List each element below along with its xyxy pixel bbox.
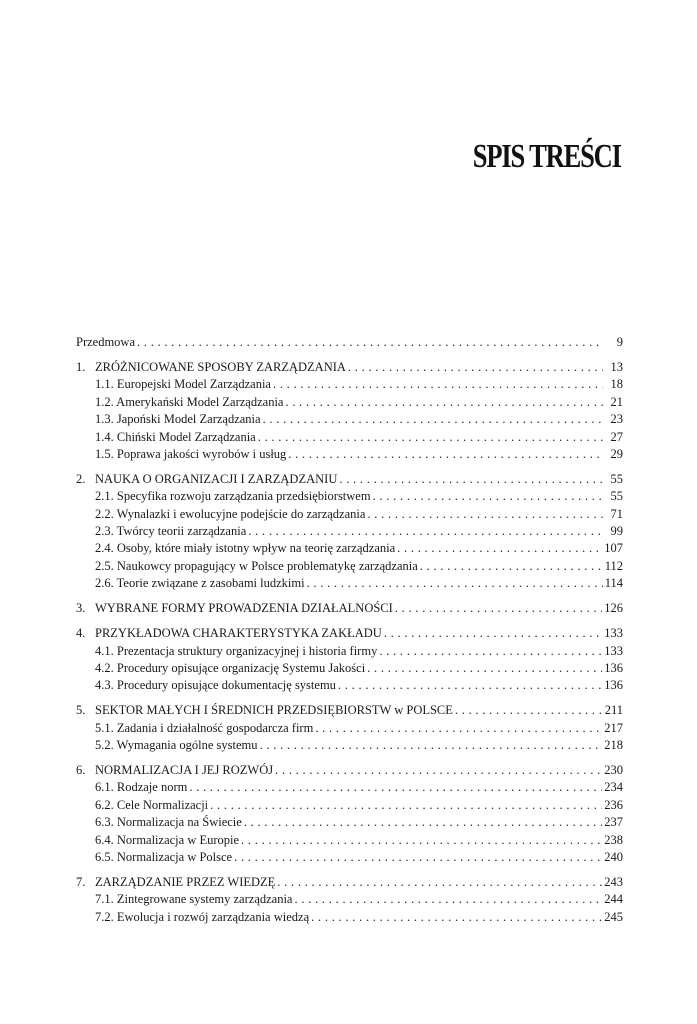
toc-page-number: 238 — [604, 832, 623, 847]
toc-entry-label: 1.5. Poprawa jakości wyrobów i usług — [95, 446, 287, 461]
leader-dots — [285, 394, 603, 411]
toc-page-number: 136 — [604, 660, 623, 675]
toc-chapter-group — [76, 359, 623, 463]
leader-dots — [311, 909, 602, 926]
toc-chapter-group — [76, 600, 623, 617]
toc-entry-section[interactable] — [76, 429, 623, 446]
toc-entry-section[interactable] — [76, 720, 623, 737]
toc-page-number: 243 — [604, 874, 623, 889]
toc-page-number: 71 — [610, 506, 623, 521]
toc-entry-section[interactable] — [76, 506, 623, 523]
toc-entry-label: WYBRANE FORMY PROWADZENIA DZIAŁALNOŚCI — [95, 601, 393, 616]
table-of-contents — [76, 334, 623, 926]
toc-chapter-group — [76, 762, 623, 866]
chapter-gap — [76, 866, 623, 874]
toc-entry-section[interactable] — [76, 558, 623, 575]
toc-page-number: 13 — [610, 359, 623, 374]
page-title: SPIS TREŚCI — [472, 138, 621, 175]
leader-dots — [395, 600, 602, 617]
toc-chapter-group — [76, 625, 623, 695]
leader-dots — [348, 359, 603, 376]
toc-entry-label: NAUKA O ORGANIZACJI I ZARZĄDZANIU — [95, 471, 338, 486]
toc-entry-section[interactable] — [76, 909, 623, 926]
leader-dots — [307, 575, 603, 592]
leader-dots — [455, 702, 603, 719]
leader-dots — [244, 814, 602, 831]
toc-page-number: 126 — [604, 601, 623, 616]
toc-page-number: 244 — [604, 892, 623, 907]
toc-page-number: 107 — [604, 541, 623, 556]
toc-entry-section[interactable] — [76, 575, 623, 592]
leader-dots — [367, 506, 603, 523]
toc-entry-label: 5.1. Zadania i działalność gospodarcza firm — [95, 720, 314, 735]
toc-page-number: 245 — [604, 909, 623, 924]
leader-dots — [420, 558, 603, 575]
toc-page-number: 133 — [604, 643, 623, 658]
toc-entry-label: 1.4. Chiński Model Zarządzania — [95, 429, 256, 444]
toc-entry-label: 7.2. Ewolucja i rozwój zarządzania wiedzą — [95, 909, 310, 924]
leader-dots — [273, 376, 603, 393]
toc-entry-label: 6.3. Normalizacja na Świecie — [95, 815, 242, 830]
toc-entry-label: 2.4. Osoby, które miały istotny wpływ na teorię zarządzania — [95, 541, 396, 556]
toc-entry-chapter[interactable] — [76, 471, 623, 488]
toc-page-number: 114 — [604, 576, 623, 591]
toc-entry-label: 1.1. Europejski Model Zarządzania — [95, 377, 271, 392]
toc-entry-preface[interactable] — [76, 334, 623, 351]
toc-page-number: 29 — [610, 446, 623, 461]
leader-dots — [397, 540, 602, 557]
toc-entry-label: 5.2. Wymagania ogólne systemu — [95, 738, 258, 753]
toc-entry-section[interactable] — [76, 832, 623, 849]
leader-dots — [367, 660, 602, 677]
toc-entry-section[interactable] — [76, 779, 623, 796]
toc-chapter-number: 5. — [76, 703, 86, 718]
toc-page-number: 112 — [604, 558, 623, 573]
toc-entry-section[interactable] — [76, 376, 623, 393]
toc-chapter-number: 2. — [76, 471, 86, 486]
chapter-gap — [76, 593, 623, 601]
toc-page-number: 136 — [604, 678, 623, 693]
leader-dots — [241, 832, 602, 849]
toc-entry-chapter[interactable] — [76, 625, 623, 642]
toc-entry-chapter[interactable] — [76, 874, 623, 891]
toc-entry-section[interactable] — [76, 446, 623, 463]
toc-entry-section[interactable] — [76, 523, 623, 540]
chapter-gap — [76, 351, 623, 359]
toc-entry-label: 2.1. Specyfika rozwoju zarządzania przedsiębiorstwem — [95, 489, 371, 504]
toc-page-number: 240 — [604, 849, 623, 864]
toc-entry-chapter[interactable] — [76, 702, 623, 719]
leader-dots — [210, 797, 602, 814]
toc-entry-section[interactable] — [76, 849, 623, 866]
toc-entry-label: 6.4. Normalizacja w Europie — [95, 832, 240, 847]
toc-entry-section[interactable] — [76, 660, 623, 677]
toc-entry-label: SEKTOR MAŁYCH I ŚREDNICH PRZEDSIĘBIORSTW w POLSCE — [95, 703, 453, 718]
toc-entry-label: 6.1. Rodzaje norm — [95, 780, 188, 795]
chapter-gap — [76, 695, 623, 703]
toc-entry-label: 4.3. Procedury opisujące dokumentację systemu — [95, 678, 336, 693]
toc-page-number: 234 — [604, 780, 623, 795]
toc-entry-label: 2.3. Twórcy teorii zarządzania — [95, 524, 247, 539]
toc-entry-section[interactable] — [76, 488, 623, 505]
toc-entry-label: 4.2. Procedury opisujące organizację Systemu Jakości — [95, 660, 366, 675]
toc-chapter-number: 3. — [76, 601, 86, 616]
toc-page-number: 230 — [604, 762, 623, 777]
toc-page-number: 18 — [610, 377, 623, 392]
chapter-gap — [76, 463, 623, 471]
toc-entry-label: 6.2. Cele Normalizacji — [95, 797, 209, 812]
leader-dots — [189, 779, 602, 796]
toc-chapter-number: 1. — [76, 359, 86, 374]
toc-entry-section[interactable] — [76, 411, 623, 428]
toc-entry-section[interactable] — [76, 797, 623, 814]
leader-dots — [260, 737, 603, 754]
toc-page-number: 217 — [604, 720, 623, 735]
leader-dots — [315, 720, 602, 737]
toc-page-number: 21 — [610, 394, 623, 409]
toc-entry-label: 7.1. Zintegrowane systemy zarządzania — [95, 892, 293, 907]
toc-entry-label: PRZYKŁADOWA CHARAKTERYSTYKA ZAKŁADU — [95, 626, 382, 641]
leader-dots — [373, 488, 603, 505]
leader-dots — [248, 523, 603, 540]
leader-dots — [379, 643, 602, 660]
leader-dots — [295, 891, 603, 908]
chapter-gap — [76, 618, 623, 626]
toc-page-number: 236 — [604, 797, 623, 812]
leader-dots — [137, 334, 603, 351]
toc-entry-label: 1.2. Amerykański Model Zarządzania — [95, 394, 284, 409]
toc-entry-label: 6.5. Normalizacja w Polsce — [95, 849, 233, 864]
leader-dots — [384, 625, 602, 642]
toc-entry-section[interactable] — [76, 394, 623, 411]
leader-dots — [258, 429, 603, 446]
leader-dots — [339, 471, 603, 488]
toc-chapter-number: 7. — [76, 874, 86, 889]
toc-page-number: 55 — [610, 489, 623, 504]
toc-entry-label: ZARZĄDZANIE PRZEZ WIEDZĘ — [95, 874, 276, 889]
toc-entry-label: 1.3. Japoński Model Zarządzania — [95, 412, 261, 427]
toc-page-number: 23 — [610, 412, 623, 427]
leader-dots — [275, 762, 602, 779]
toc-chapter-number: 6. — [76, 762, 86, 777]
toc-entry-section[interactable] — [76, 540, 623, 557]
toc-entry-label: NORMALIZACJA I JEJ ROZWÓJ — [95, 762, 274, 777]
toc-entry-section[interactable] — [76, 814, 623, 831]
toc-chapter-number: 4. — [76, 626, 86, 641]
toc-page-number: 218 — [604, 738, 623, 753]
toc-entry-label: 2.6. Teorie związane z zasobami ludzkimi — [95, 576, 305, 591]
toc-page-number: 27 — [610, 429, 623, 444]
toc-chapter-group — [76, 702, 623, 754]
toc-entry-label: 2.2. Wynalazki i ewolucyjne podejście do zarządzania — [95, 506, 366, 521]
toc-page-number: 237 — [604, 815, 623, 830]
toc-entry-chapter[interactable] — [76, 600, 623, 617]
toc-entry-chapter[interactable] — [76, 359, 623, 376]
toc-entry-section[interactable] — [76, 891, 623, 908]
leader-dots — [263, 411, 603, 428]
toc-page-number: 211 — [604, 703, 623, 718]
toc-entry-label: Przedmowa — [76, 335, 136, 349]
leader-dots — [234, 849, 602, 866]
toc-page-number: 9 — [616, 335, 623, 349]
leader-dots — [277, 874, 602, 891]
toc-entry-section[interactable] — [76, 677, 623, 694]
toc-entry-label: ZRÓŻNICOWANE SPOSOBY ZARZĄDZANIA — [95, 359, 346, 374]
toc-chapter-group — [76, 874, 623, 926]
toc-entry-label: 2.5. Naukowcy propagujący w Polsce problematykę zarządzania — [95, 558, 418, 573]
leader-dots — [338, 677, 602, 694]
toc-entry-label: 4.1. Prezentacja struktury organizacyjnej i historia firmy — [95, 643, 378, 658]
toc-page-number: 55 — [610, 471, 623, 486]
toc-chapter-group — [76, 471, 623, 593]
toc-page-number: 133 — [604, 626, 623, 641]
toc-entry-chapter[interactable] — [76, 762, 623, 779]
leader-dots — [288, 446, 603, 463]
toc-entry-section[interactable] — [76, 737, 623, 754]
toc-entry-section[interactable] — [76, 643, 623, 660]
chapter-gap — [76, 754, 623, 762]
toc-page-number: 99 — [610, 524, 623, 539]
